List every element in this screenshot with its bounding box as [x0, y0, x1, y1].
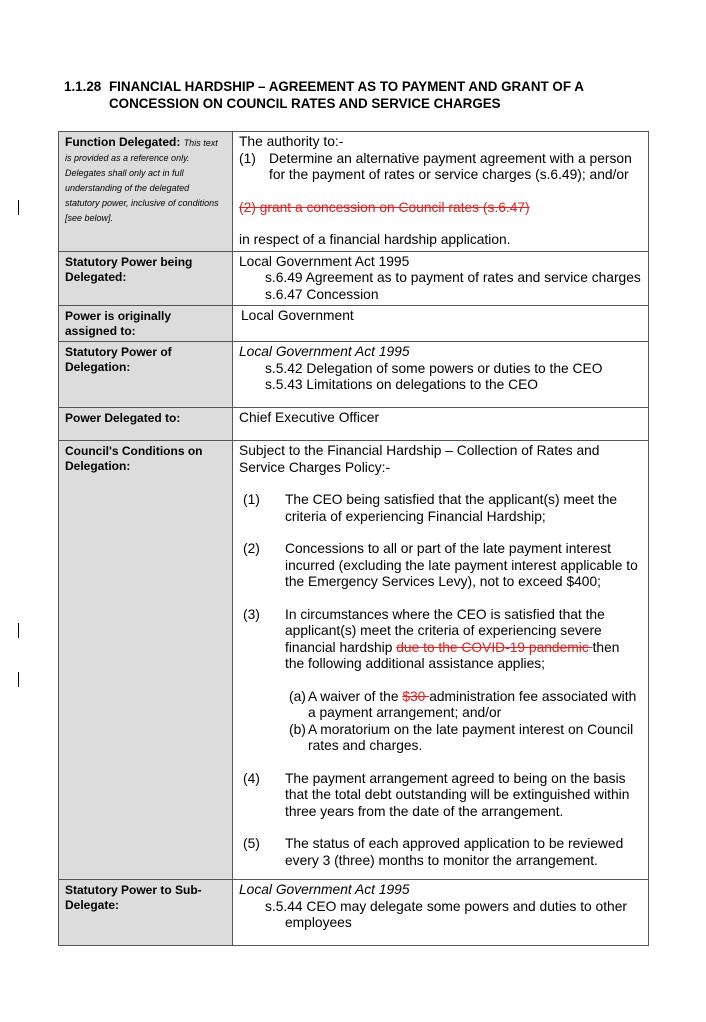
- row-conditions: [59, 441, 649, 880]
- section-heading: [64, 78, 644, 112]
- change-bar: [18, 200, 19, 215]
- row-power-of-delegation: [59, 342, 649, 408]
- sub-delegate-act: Local Government Act 1995: [239, 882, 410, 897]
- condition-1: (1) The CEO being satisfied that the applicant(s) meet the criteria of experiencing Financial Hardship;: [243, 492, 618, 524]
- statutory-power-label: Statutory Power being Delegated:: [59, 251, 233, 306]
- heading-line-1: FINANCIAL HARDSHIP – AGREEMENT AS TO PAYMENT AND GRANT OF A: [109, 79, 584, 94]
- change-bar: [18, 623, 19, 638]
- delegated-to-label: Power Delegated to:: [59, 408, 233, 441]
- conditions-label: Council's Conditions on Delegation:: [59, 441, 233, 880]
- sub-delegate-label: Statutory Power to Sub-Delegate:: [59, 880, 233, 946]
- condition-5: (5) The status of each approved application to be reviewed every 3 (three) months to monitor the arrangement.: [243, 836, 624, 868]
- value-cell: [233, 408, 649, 441]
- authority-intro: The authority to:-: [239, 134, 344, 149]
- value-cell: [233, 441, 649, 880]
- heading-line-2: CONCESSION ON COUNCIL RATES AND SERVICE CHARGES: [109, 96, 501, 111]
- value-cell: [233, 342, 649, 408]
- function-delegated-label: Function Delegated:: [65, 135, 181, 149]
- authority-closing: in respect of a financial hardship application.: [239, 232, 511, 247]
- originally-assigned-label: Power is originally assigned to:: [59, 306, 233, 342]
- value-cell: [233, 306, 649, 342]
- row-sub-delegate: [59, 880, 649, 946]
- statutory-power-line-2: s.6.47 Concession: [265, 286, 379, 302]
- condition-3a: (a) A waiver of the $30 administration fee associated with a payment arrangement; and/or: [289, 688, 637, 720]
- delegated-to-value: Chief Executive Officer: [239, 410, 380, 425]
- authority-item-1: (1) Determine an alternative payment agreement with a person for the payment of rates or service charges (s.6.49); and/or: [239, 150, 632, 182]
- power-of-delegation-line-2: s.5.43 Limitations on delegations to the CEO: [265, 377, 539, 392]
- row-statutory-power: [59, 251, 649, 306]
- power-of-delegation-act: Local Government Act 1995: [239, 344, 410, 359]
- sub-delegate-line-1: s.5.44 CEO may delegate some powers and duties to other employees: [265, 898, 627, 930]
- row-function-delegated: [59, 132, 649, 252]
- condition-3b: (b) A moratorium on the late payment interest on Council rates and charges.: [289, 721, 634, 753]
- row-originally-assigned: [59, 306, 649, 342]
- condition-3a-struck: $30: [402, 688, 430, 704]
- value-cell: [233, 880, 649, 946]
- conditions-intro: Subject to the Financial Hardship – Collection of Rates and Service Charges Policy:-: [239, 443, 600, 475]
- condition-2: (2) Concessions to all or part of the late payment interest incurred (excluding the late payment interest applicable to the Emergency Services Levy), not to exceed $400;: [243, 541, 638, 589]
- statutory-power-act: Local Government Act 1995: [239, 253, 410, 269]
- power-of-delegation-label: Statutory Power of Delegation:: [59, 342, 233, 408]
- delegation-table: [58, 131, 649, 946]
- statutory-power-line-1: s.6.49 Agreement as to payment of rates and service charges: [265, 270, 641, 285]
- power-of-delegation-line-1: s.5.42 Delegation of some powers or duties to the CEO: [265, 360, 603, 376]
- condition-3: (3) In circumstances where the CEO is satisfied that the applicant(s) meet the criteria of experiencing severe financial hardship due to the COVID-19 pandemic then the following additional assistance applies;: [243, 606, 620, 671]
- condition-4: (4) The payment arrangement agreed to being on the basis that the total debt outstanding will be extinguished within three years from the date of the arrangement.: [243, 770, 630, 819]
- authority-item-2-struck: (2) grant a concession on Council rates (s.6.47): [239, 199, 530, 215]
- value-cell: [233, 132, 649, 252]
- section-number: 1.1.28: [64, 79, 102, 94]
- function-delegated-note: This text is provided as a reference only. Delegates shall only act in full understanding of the delegated statutory power, inclusive of conditions [see below].: [65, 138, 219, 223]
- originally-assigned-value: Local Government: [241, 308, 354, 323]
- label-cell: [59, 132, 233, 252]
- value-cell: [233, 251, 649, 306]
- condition-3-struck: due to the COVID-19 pandemic: [396, 639, 593, 655]
- change-bar: [18, 672, 19, 687]
- row-delegated-to: [59, 408, 649, 441]
